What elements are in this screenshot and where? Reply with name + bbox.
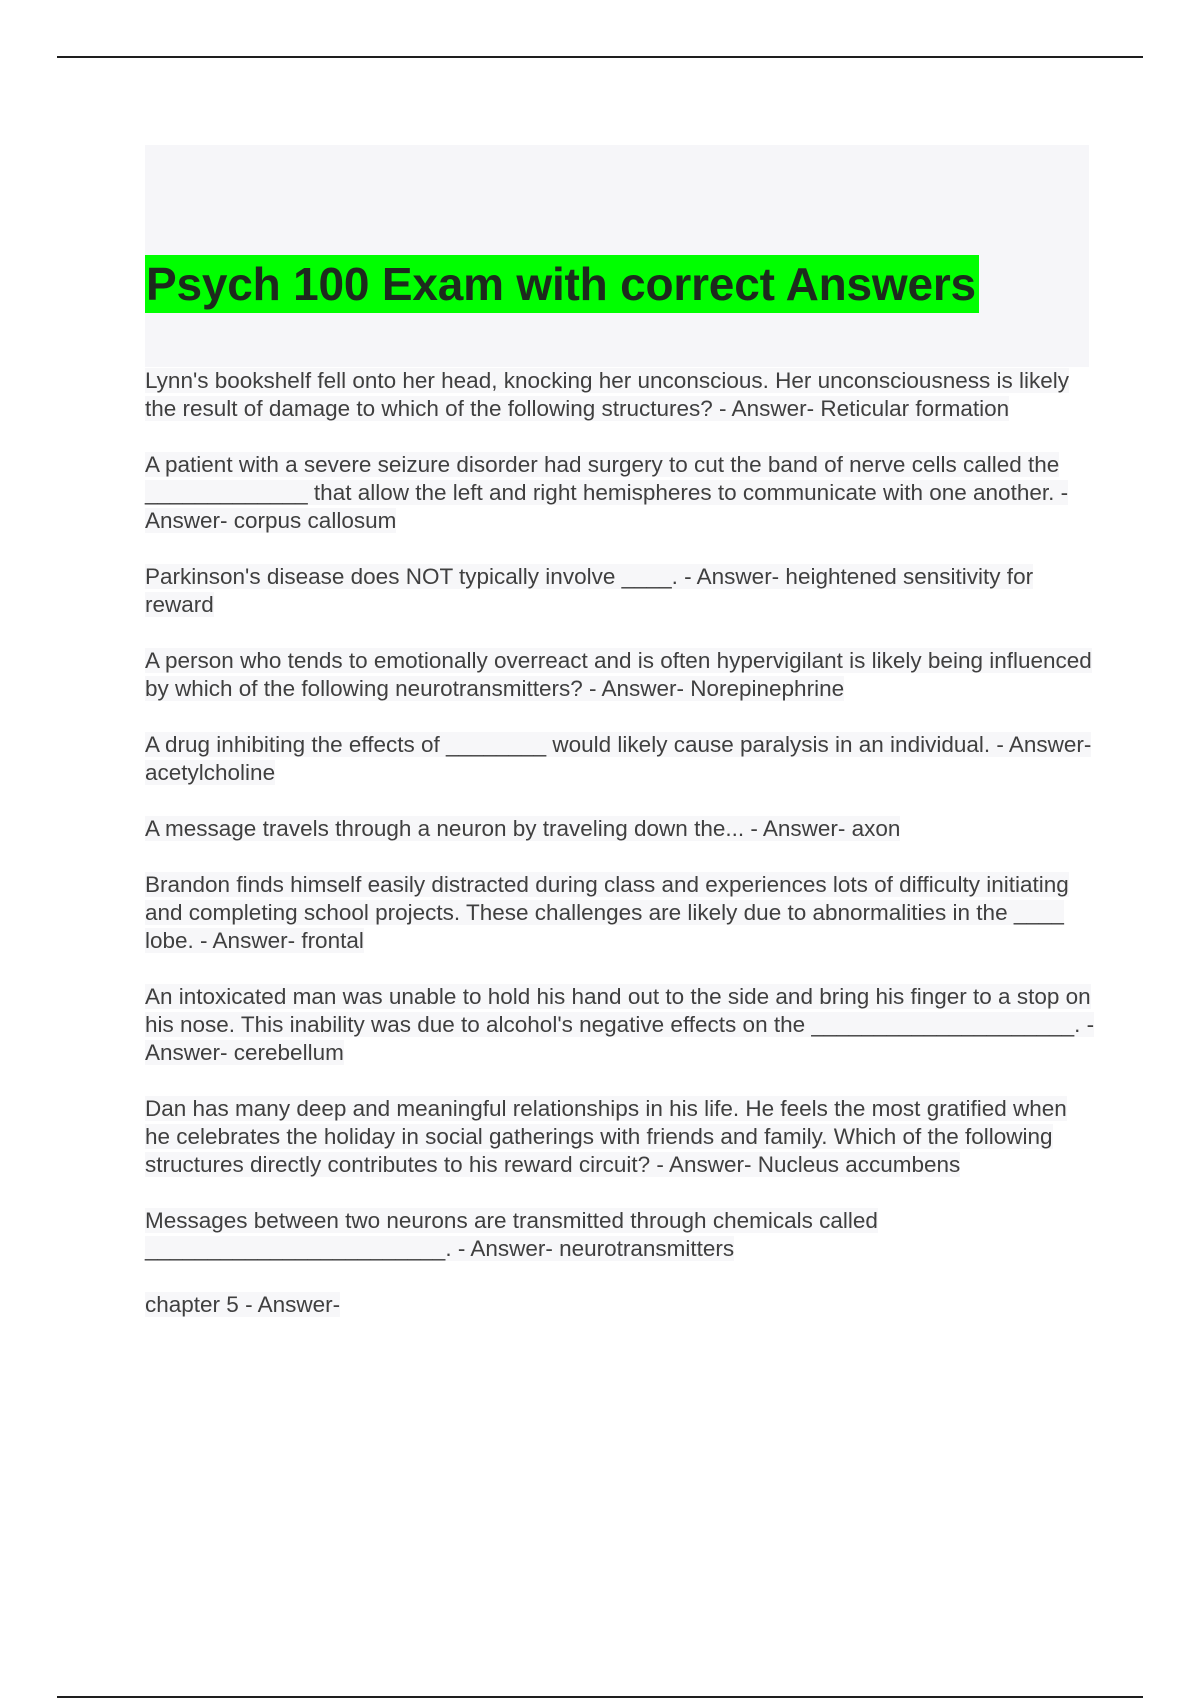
question-text: Parkinson's disease does NOT typically involve ____. - Answer- heightened sensitivity for reward (145, 564, 1034, 617)
top-rule (57, 56, 1143, 58)
question-item (145, 647, 1095, 703)
question-text: Lynn's bookshelf fell onto her head, knocking her unconscious. Her unconsciousness is likely the result of damage to which of the following structures? - Answer- Reticular formation (145, 368, 1069, 421)
question-text: chapter 5 - Answer- (145, 1292, 341, 1317)
question-item (145, 451, 1095, 535)
question-item (145, 815, 1095, 843)
question-item (145, 983, 1095, 1067)
question-item (145, 1095, 1095, 1179)
question-item (145, 871, 1095, 955)
question-item (145, 1207, 1095, 1263)
question-item (145, 731, 1095, 787)
question-text: A message travels through a neuron by traveling down the... - Answer- axon (145, 816, 901, 841)
question-text: An intoxicated man was unable to hold his hand out to the side and bring his finger to a stop on his nose. This inability was due to alcohol's negative effects on the _____________________. - Answer- cerebellum (145, 984, 1095, 1065)
question-text: A drug inhibiting the effects of ________ would likely cause paralysis in an individual. - Answer- acetylcholine (145, 732, 1092, 785)
question-text: Dan has many deep and meaningful relationships in his life. He feels the most gratified when he celebrates the holiday in social gatherings with friends and family. Which of the following structures directly contributes to his reward circuit? - Answer- Nucleus accumbens (145, 1096, 1067, 1177)
question-text: Brandon finds himself easily distracted during class and experiences lots of difficulty initiating and completing school projects. These challenges are likely due to abnormalities in the ____ lobe. - Answer- frontal (145, 872, 1069, 953)
question-text: A patient with a severe seizure disorder had surgery to cut the band of nerve cells called the _____________ that allow the left and right hemispheres to communicate with one another. - Answer- corpus callosum (145, 452, 1069, 533)
question-item (145, 563, 1095, 619)
question-text: Messages between two neurons are transmitted through chemicals called ________________________. - Answer- neurotransmitters (145, 1208, 878, 1261)
question-item (145, 367, 1095, 423)
bottom-rule (57, 1696, 1143, 1698)
document-title: Psych 100 Exam with correct Answers (145, 255, 979, 313)
question-item (145, 1291, 1095, 1319)
question-text: A person who tends to emotionally overreact and is often hypervigilant is likely being influenced by which of the following neurotransmitters? - Answer- Norepinephrine (145, 648, 1092, 701)
question-list (145, 367, 1095, 1347)
